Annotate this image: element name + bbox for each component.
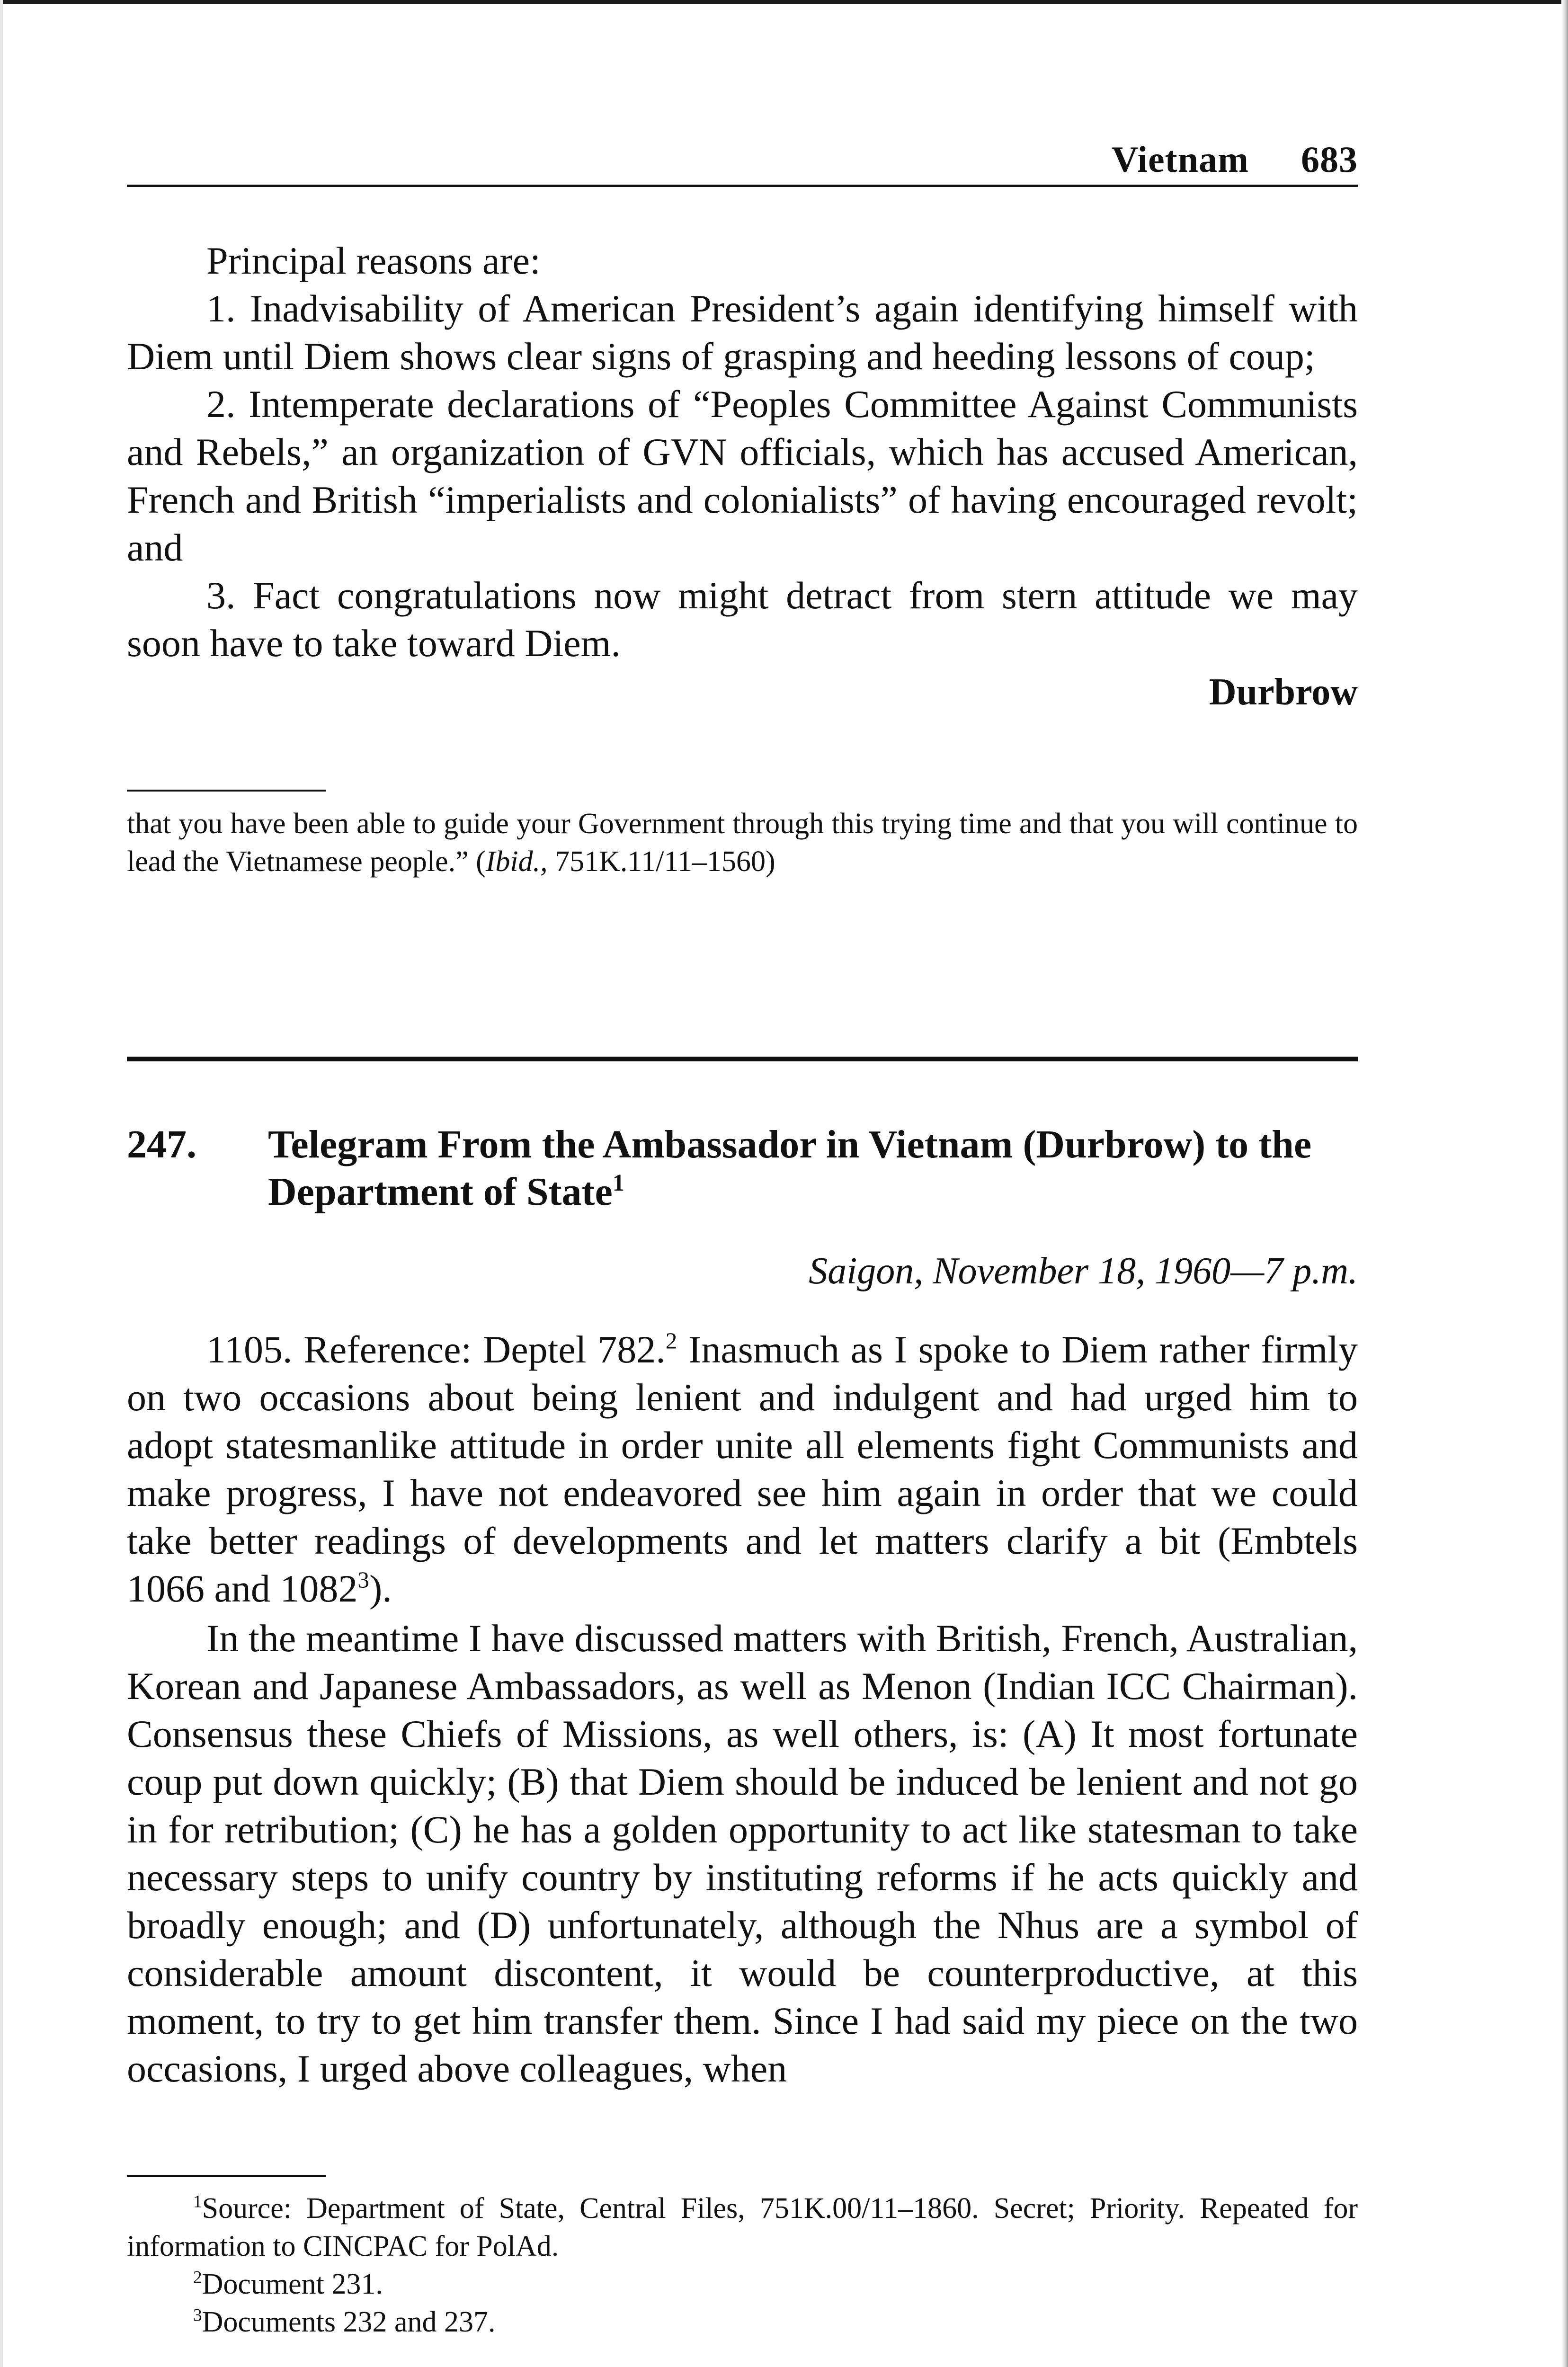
reason-item-2: 2. Intemperate declarations of “Peoples Committee Against Communists and Rebels,” an organization of GVN officials, which has accused American, French and British “imperialists and colonialists” of having encouraged revolt; and bbox=[127, 383, 1358, 569]
running-head-title: Vietnam bbox=[1111, 139, 1249, 180]
page-top-edge bbox=[0, 0, 1568, 4]
top-section bbox=[127, 237, 1358, 714]
footnote-1: $^1$Source: Department of State, Central Files, 751K.00/11–1860. Secret; Priority. Repeated for information to CINCPAC for PolAd. bbox=[127, 2192, 1358, 2262]
footnote-rule-top bbox=[127, 790, 326, 792]
reason-item-3: 3. Fact congratulations now might detract from stern attitude we may soon have to take toward Diem. bbox=[127, 574, 1358, 665]
page-right-edge bbox=[1561, 0, 1568, 2367]
running-header bbox=[127, 128, 1358, 187]
principal-reasons-lead: Principal reasons are: bbox=[206, 239, 541, 282]
footnote-ref-3: 3 bbox=[357, 1566, 369, 1593]
footnote-continuation: that you have been able to guide your Government through this trying time and that you will continue to lead the Vietnamese people.” (Ibid., 751K.11/11–1560) bbox=[127, 808, 1358, 878]
paragraph-2: In the meantime I have discussed matters with British, French, Australian, Korean and Japanese Ambassadors, as well as Menon (Indian ICC Chairman). Consensus these Chiefs of Missions, as well others, is: (A) It most fortunate coup put down quickly; (B) that Diem should be induced be lenient and not go in for retribution; (C) he has a golden opportunity to act like statesman to take necessary steps to unify country by instituting reforms if he acts quickly and broadly enough; and (D) unfortunately, although the Nhus are a symbol of considerable amount discontent, it would be counterproductive, at this moment, to try to get him transfer them. Since I had said my piece on the two occasions, I urged above colleagues, when bbox=[127, 1617, 1358, 2090]
paragraph-1: 1105. Reference: Deptel 782.$^2$ Inasmuch as I spoke to Diem rather firmly on two occasions about being lenient and indulgent and had urged him to adopt statesmanlike attitude in order unite all elements fight Communists and make progress, I have not endeavored see him again in order that we could take better readings of developments and let matters clarify a bit (Embtels 1066 and 1082$^3$). bbox=[127, 1327, 1358, 1610]
top-footnote bbox=[127, 805, 1358, 881]
section-divider bbox=[127, 1057, 1358, 1061]
reason-item-1: 1. Inadvisability of American President’s again identifying himself with Diem until Diem shows clear signs of grasping and heeding lessons of coup; bbox=[127, 287, 1358, 378]
page-left-edge bbox=[0, 0, 3, 2367]
dateline: Saigon, November 18, 1960—7 p.m. bbox=[809, 1250, 1358, 1292]
document-heading bbox=[127, 1121, 1358, 1216]
footnote-rule-bottom bbox=[127, 2175, 326, 2177]
signature: Durbrow bbox=[1209, 671, 1358, 713]
footnote-ref-1: 1 bbox=[612, 1169, 624, 1196]
document-title: Telegram From the Ambassador in Vietnam (Durbrow) to the Department of State$^1$ bbox=[268, 1122, 1312, 1214]
telegram-body bbox=[127, 1326, 1358, 2092]
footnote-3: $^3$Documents 232 and 237. bbox=[193, 2305, 496, 2338]
page-number: 683 bbox=[1301, 139, 1358, 180]
footnotes bbox=[127, 2189, 1358, 2341]
footnote-2: $^2$Document 231. bbox=[193, 2268, 383, 2300]
footnote-ref-2: 2 bbox=[665, 1327, 677, 1354]
document-number: 247. bbox=[127, 1122, 196, 1166]
